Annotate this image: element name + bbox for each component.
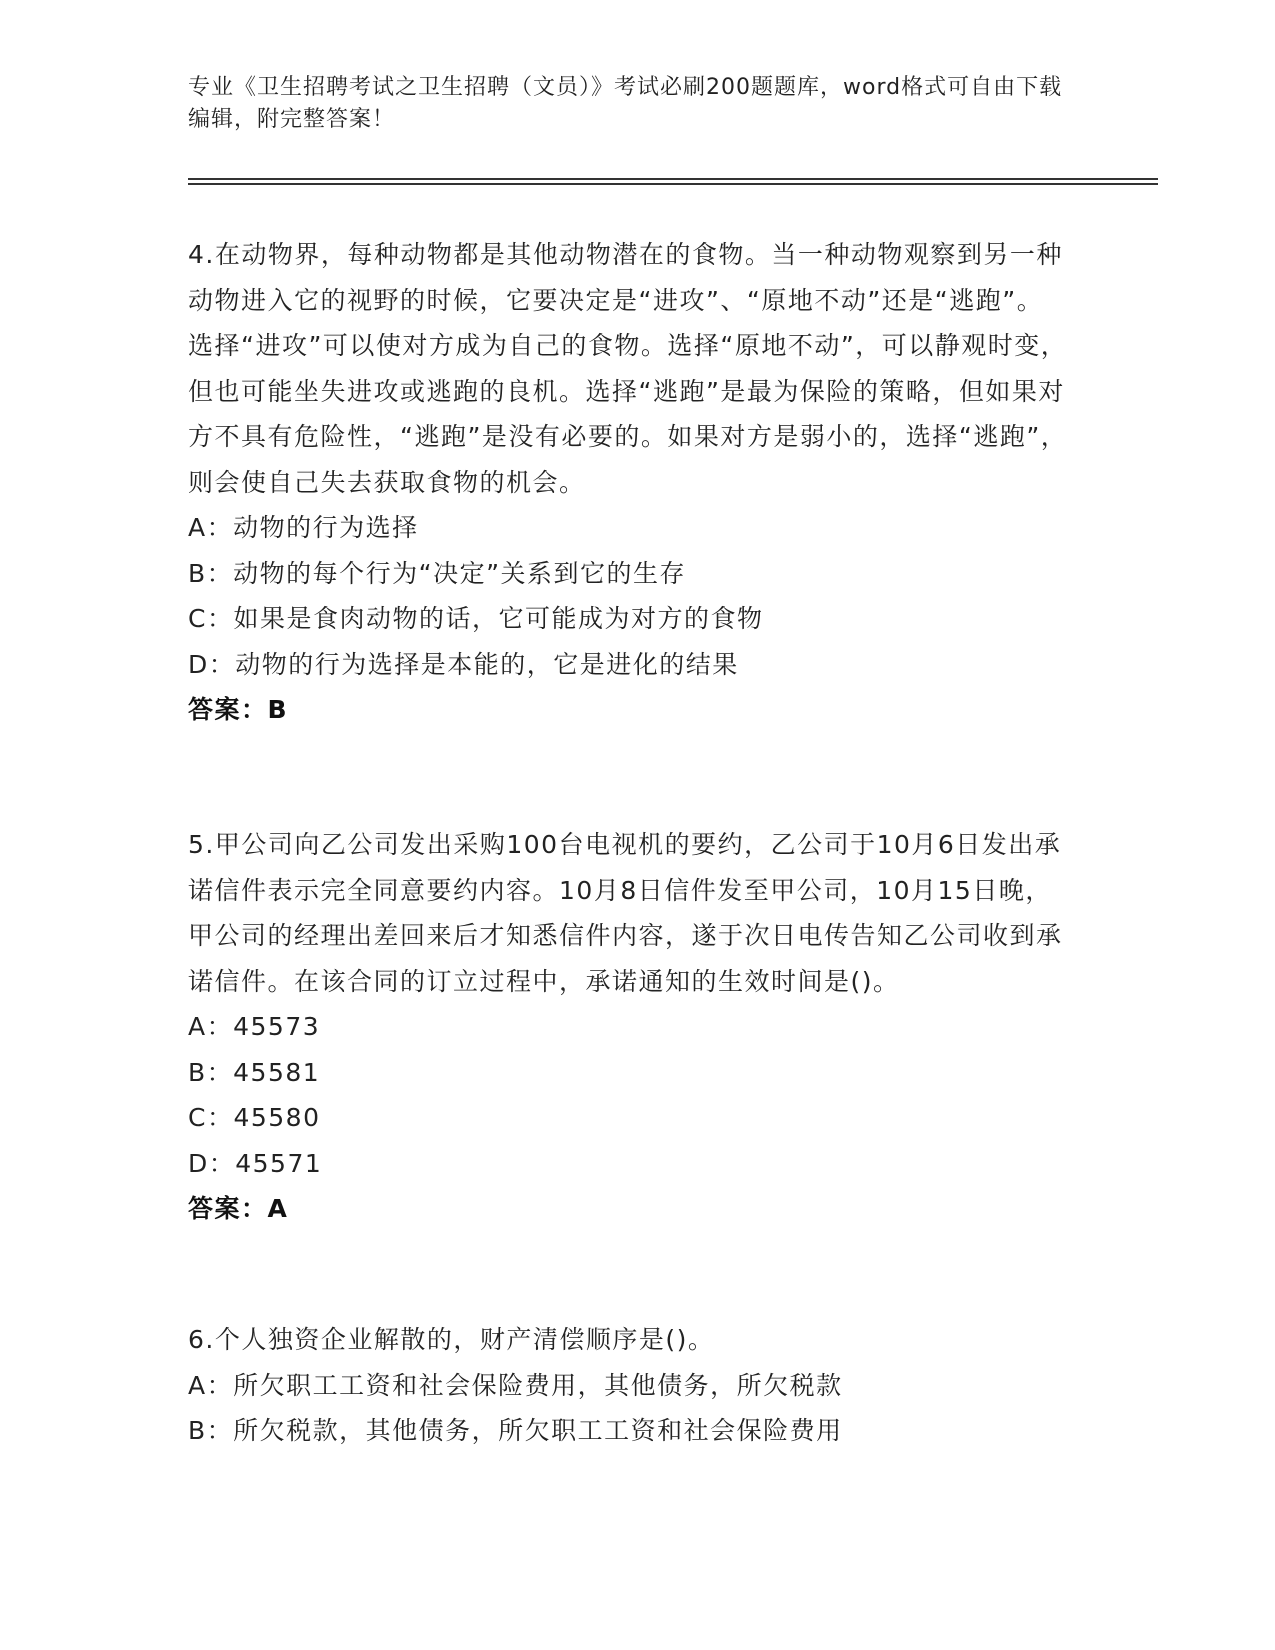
option-b: B：动物的每个行为“决定”关系到它的生存 (188, 558, 687, 588)
option-b: B：45581 (188, 1057, 321, 1087)
question-4 (188, 232, 1068, 733)
question-stem: 5.甲公司向乙公司发出采购100台电视机的要约，乙公司于10月6日发出承诺信件表示完全同意要约内容。10月8日信件发至甲公司，10月15日晚，甲公司的经理出差回来后才知悉信件内容，遂于次日电传告知乙公司收到承诺信件。在该合同的订立过程中，承诺通知的生效时间是()。 (188, 830, 1063, 996)
question-5 (188, 822, 1068, 1232)
option-a: A：所欠职工工资和社会保险费用，其他债务，所欠税款 (188, 1370, 843, 1400)
answer-line: 答案：A (188, 1194, 289, 1223)
header-divider-bottom (188, 183, 1158, 185)
document-header: 专业《卫生招聘考试之卫生招聘（文员）》考试必刷200题题库，word格式可自由下载编辑，附完整答案！ (188, 75, 1063, 132)
option-a: A：45573 (188, 1012, 321, 1041)
option-c: C：如果是食肉动物的话，它可能成为对方的食物 (188, 604, 764, 633)
header-divider-top (188, 178, 1158, 180)
option-b: B：所欠税款，其他债务，所欠职工工资和社会保险费用 (188, 1416, 843, 1445)
question-stem: 4.在动物界，每种动物都是其他动物潜在的食物。当一种动物观察到另一种动物进入它的视野的时候，它要决定是“进攻”、“原地不动”还是“逃跑”。选择“进攻”可以使对方成为自己的食物。选择“原地不动”，可以静观时变，但也可能坐失进攻或逃跑的良机。选择“逃跑”是最为保险的策略，但如果对方不具有危险性，“逃跑”是没有必要的。如果对方是弱小的，选择“逃跑”，则会使自己失去获取食物的机会。 (188, 240, 1068, 497)
option-d: D：动物的行为选择是本能的，它是进化的结果 (188, 649, 739, 679)
question-6 (188, 1317, 1068, 1454)
option-a: A：动物的行为选择 (188, 513, 419, 542)
question-stem: 6.个人独资企业解散的，财产清偿顺序是()。 (188, 1325, 715, 1354)
option-d: D：45571 (188, 1148, 323, 1178)
option-c: C：45580 (188, 1103, 321, 1132)
answer-line: 答案：B (188, 695, 289, 724)
